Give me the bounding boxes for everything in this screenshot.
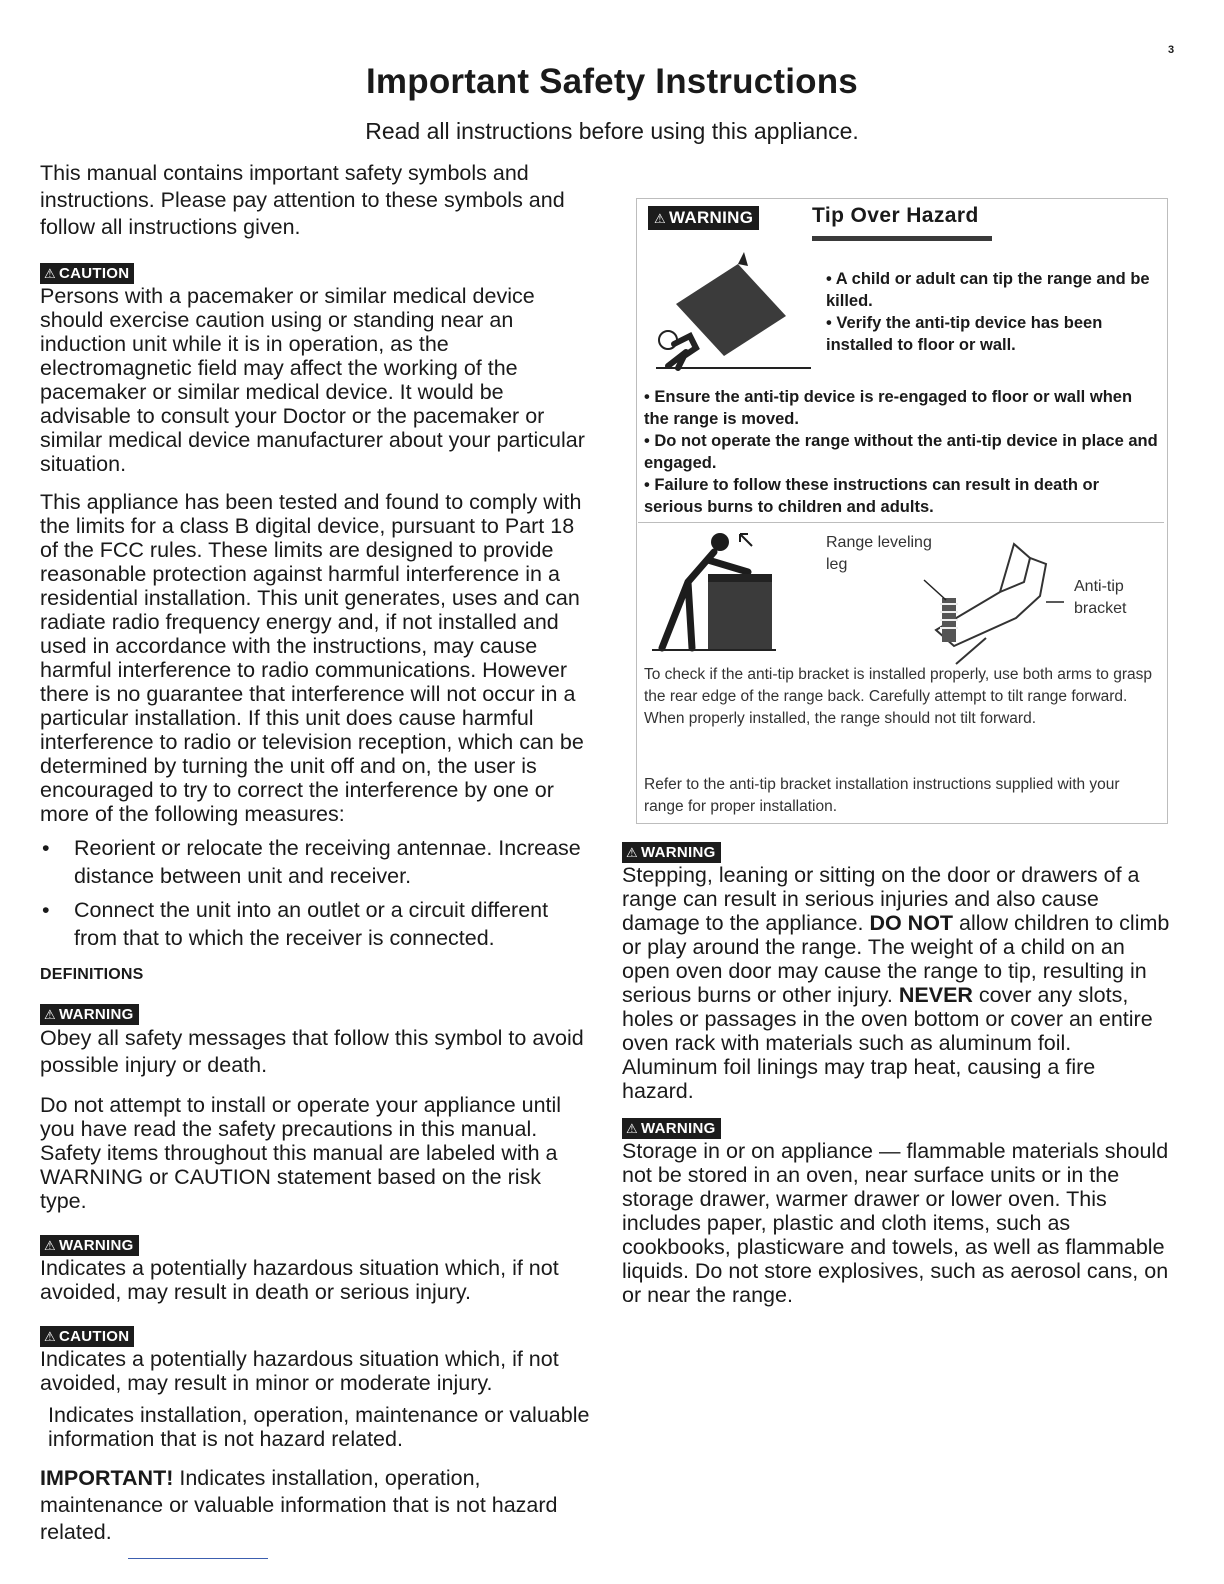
- anti-tip-bracket-illustration: [896, 534, 1066, 668]
- tip-bullet: • Verify the anti-tip device has been installed to floor or wall.: [826, 314, 1103, 354]
- important-label: IMPORTANT!: [40, 1466, 174, 1490]
- page-subtitle: Read all instructions before using this appliance.: [365, 118, 859, 144]
- checking-range-illustration: [648, 530, 778, 654]
- tip-bullet: • Do not operate the range without the anti-tip device in place and engaged.: [644, 432, 1158, 472]
- caution-badge: [40, 1326, 134, 1347]
- warning-triangle-icon: ⚠: [44, 1007, 56, 1022]
- refer-instructions-text: Refer to the anti-tip bracket installation instructions supplied with your range for proper installation.: [644, 776, 1120, 815]
- pacemaker-paragraph: Persons with a pacemaker or similar medical device should exercise caution using or standing near an induction unit while it is in operation, as the electromagnetic field may affect the working of the pacemaker or similar medical device. It would be advisable to consult your Doctor or the pacemaker or similar medical device manufacturer about your particular situation.: [40, 284, 585, 476]
- tip-full-bullets: [644, 386, 1160, 518]
- list-item-text: Reorient or relocate the receiving antennae. Increase distance between unit and receiver.: [74, 836, 581, 888]
- left-column: [40, 160, 592, 1546]
- warning-badge: [40, 1235, 139, 1256]
- footer-line: [128, 1558, 268, 1559]
- warning-label: WARNING: [640, 844, 716, 861]
- definitions-heading: DEFINITIONS: [40, 966, 144, 983]
- warning-badge: [622, 1118, 721, 1139]
- warning-label: WARNING: [668, 208, 754, 227]
- warning-triangle-icon: ⚠: [654, 211, 666, 226]
- caution-definition: [40, 1326, 592, 1395]
- caution-block: [40, 263, 592, 476]
- do-not-attempt-paragraph: Do not attempt to install or operate your appliance until you have read the safety precautions in this manual. Safety items throughout this manual are labeled with a WARNING or CAUTION statement based on the risk type.: [40, 1093, 562, 1213]
- page-number: 3: [1168, 44, 1175, 56]
- warning-badge: [40, 1004, 139, 1025]
- tip-top-bullets: [826, 268, 1156, 356]
- list-item: • Connect the unit into an outlet or a circuit different from that to which the receiver is connected.: [42, 898, 549, 950]
- range-leveling-leg-label: Range leveling leg: [826, 534, 932, 573]
- page-title: Important Safety Instructions: [366, 62, 858, 101]
- important-paragraph: [40, 1465, 592, 1546]
- list-item: • Reorient or relocate the receiving antennae. Increase distance between unit and receiver.: [42, 836, 581, 888]
- warning-stepping-block: [622, 842, 1170, 1103]
- warning-triangle-icon: ⚠: [44, 266, 56, 281]
- tip-bullet: • Ensure the anti-tip device is re-engaged to floor or wall when the range is moved.: [644, 388, 1133, 428]
- caution-definition-text: Indicates a potentially hazardous situation which, if not avoided, may result in minor or moderate injury.: [40, 1347, 559, 1395]
- measures-list: [40, 834, 592, 952]
- fcc-paragraph: This appliance has been tested and found to comply with the limits for a class B digital device, pursuant to Part 18 of the FCC rules. These limits are designed to provide reasonable protection against harmful interference in a residential installation. This unit generates, uses and can radiate radio frequency energy and, if not installed and used in accordance with the instructions, may cause harmful interference to radio communications. However there is no guarantee that interference will not occur in a particular installation. If this unit does cause harmful interference to radio or television reception, which can be determined by turning the unit off and on, the user is encouraged to try to correct the interference by one or more of the following measures:: [40, 490, 584, 826]
- warning-definition: [40, 1235, 592, 1304]
- warning-storage-block: [622, 1118, 1170, 1307]
- stepping-paragraph: Stepping, leaning or sitting on the door or drawers of a range can result in serious injuries and also cause damage to the appliance. DO NOT allow children to climb or play around the range. The weight of a child on an open oven door may cause the range to tip, resulting in serious burns or other injury. NEVER cover any slots, holes or passages in the oven bottom or cover an entire oven rack with materials such as aluminum foil. Aluminum foil linings may trap heat, causing a fire hazard.: [622, 863, 1170, 1103]
- tip-bullet: • Failure to follow these instructions can result in death or serious burns to children and adults.: [644, 476, 1100, 516]
- never-emphasis: NEVER: [898, 983, 973, 1007]
- warning-triangle-icon: ⚠: [626, 1121, 638, 1136]
- tip-over-title: Tip Over Hazard: [812, 204, 979, 227]
- warning-badge: [622, 842, 721, 863]
- warning-triangle-icon: ⚠: [44, 1238, 56, 1253]
- important-text: Indicates installation, operation, maintenance or valuable information that is not hazard related.: [40, 1466, 558, 1544]
- do-not-emphasis: DO NOT: [869, 911, 954, 935]
- warning-triangle-icon: ⚠: [44, 1329, 56, 1344]
- intro-paragraph: This manual contains important safety symbols and instructions. Please pay attention to these symbols and follow all instructions given.: [40, 161, 565, 239]
- title-underline: [812, 236, 992, 241]
- warning-label: WARNING: [640, 1120, 716, 1137]
- info-definition-text: Indicates installation, operation, maintenance or valuable information that is not hazard related.: [48, 1403, 590, 1451]
- divider: [638, 522, 1164, 523]
- obey-paragraph: Obey all safety messages that follow this symbol to avoid possible injury or death.: [40, 1026, 584, 1077]
- storage-paragraph: Storage in or on appliance — flammable materials should not be stored in an oven, near surface units or in the storage drawer, warmer drawer or lower oven. This includes paper, plastic and cloth items, such as cookbooks, plasticware and towels, as well as flammable liquids. Do not store explosives, such as aerosol cans, on or near the range.: [622, 1139, 1169, 1307]
- tip-bullet: • A child or adult can tip the range and be killed.: [826, 270, 1150, 310]
- tipping-range-illustration: [646, 244, 816, 374]
- warning-definition-text: Indicates a potentially hazardous situation which, if not avoided, may result in death or serious injury.: [40, 1256, 559, 1304]
- caution-label: CAUTION: [58, 265, 130, 282]
- tip-over-warning-badge: [648, 206, 759, 230]
- warning-label: WARNING: [58, 1006, 134, 1023]
- check-bracket-text: To check if the anti-tip bracket is installed properly, use both arms to grasp the rear edge of the range back. Carefully attempt to tilt range forward. When properly installed, the range should not tilt forward.: [644, 666, 1153, 727]
- caution-label: CAUTION: [58, 1328, 130, 1345]
- list-item-text: Connect the unit into an outlet or a circuit different from that to which the receiver is connected.: [74, 898, 549, 950]
- warning-triangle-icon: ⚠: [626, 845, 638, 860]
- warning-label: WARNING: [58, 1237, 134, 1254]
- caution-badge: [40, 263, 134, 284]
- anti-tip-bracket-label: Anti-tip bracket: [1074, 578, 1127, 617]
